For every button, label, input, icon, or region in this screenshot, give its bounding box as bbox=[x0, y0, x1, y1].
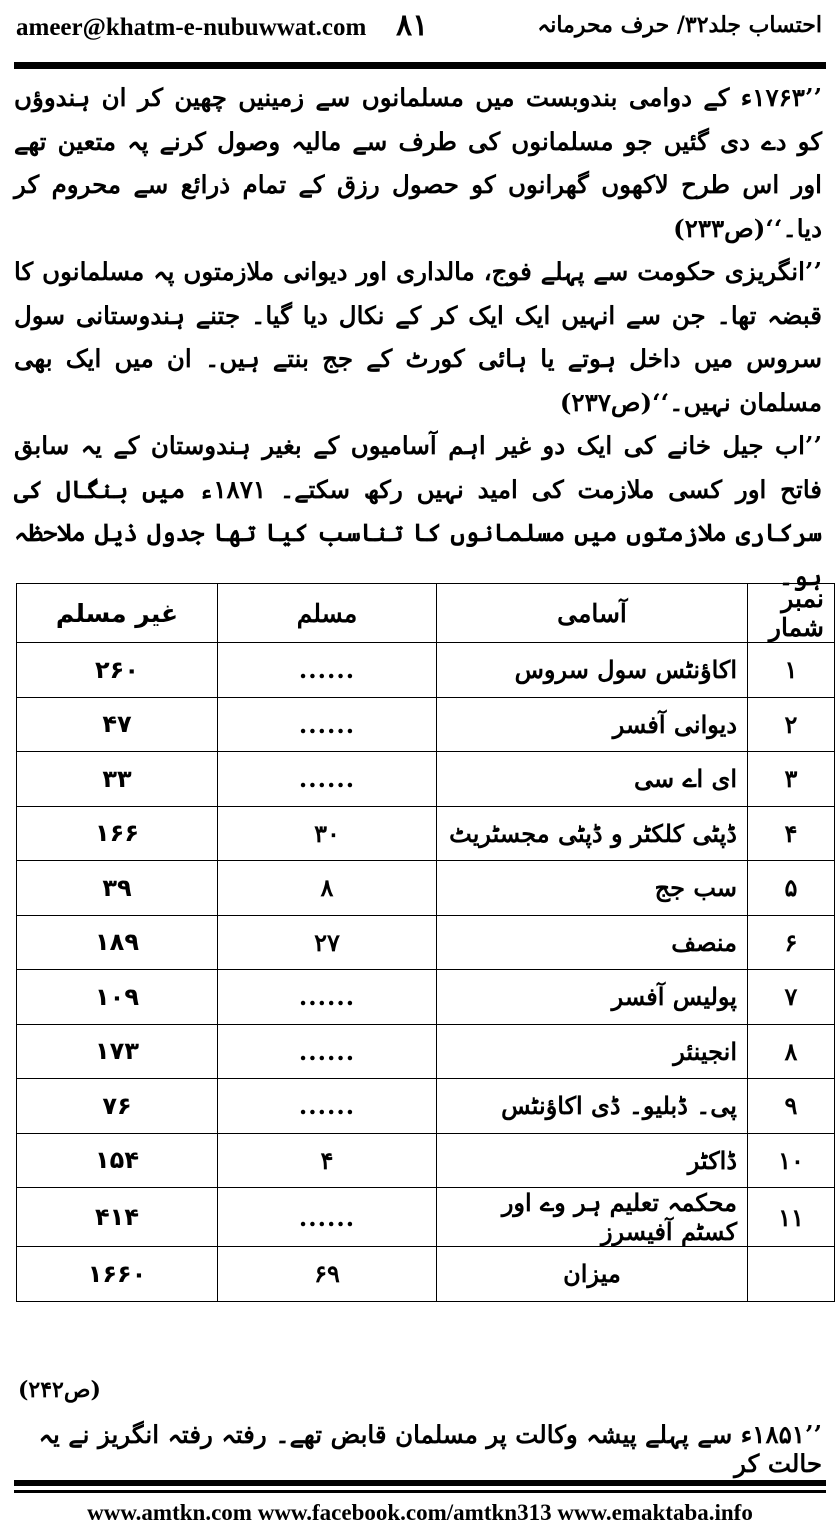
row-post: پولیس آفسر bbox=[437, 970, 748, 1025]
row-muslim-count: ۳۰ bbox=[218, 806, 437, 861]
row-serial: ۴ bbox=[748, 806, 835, 861]
row-serial: ۵ bbox=[748, 861, 835, 916]
table-row bbox=[17, 1188, 835, 1247]
row-muslim-count: ...... bbox=[218, 697, 437, 752]
paragraph-1: ’’۱۷۶۳ء کے دوامی بندوبست میں مسلمانوں سے زمینیں چھین کر ان ہندوؤں کو دے دی گئیں جو مسلمانوں کی طرف سے مالیہ وصول کرنے پہ متعین تھے اور اس طرح لاکھوں گھرانوں کو حصول رزق کے تمام ذرائع سے محروم کر دیا۔‘‘(ص۲۳۳) bbox=[14, 83, 822, 243]
footer-rule-thin bbox=[14, 1490, 826, 1493]
row-muslim-count: ...... bbox=[218, 1079, 437, 1134]
table-row bbox=[17, 1079, 835, 1134]
table-row bbox=[17, 697, 835, 752]
table-row bbox=[17, 915, 835, 970]
table-row bbox=[17, 970, 835, 1025]
paragraph-2: ’’انگریزی حکومت سے پہلے فوج، مالداری اور دیوانی ملازمتوں پہ مسلمانوں کا قبضہ تھا۔ جن سے انہیں ایک ایک کر کے نکال دیا گیا۔ جتنے ہندوستانی سول سروس میں داخل ہوتے یا ہائی کورٹ کے جج بنتے ہیں۔ ان میں ایک بھی مسلمان نہیں۔‘‘(ص۲۳۷) bbox=[14, 257, 822, 417]
row-muslim-count: ۲۷ bbox=[218, 915, 437, 970]
total-label: میزان bbox=[437, 1247, 748, 1302]
row-post: انجینئر bbox=[437, 1024, 748, 1079]
row-serial: ۲ bbox=[748, 697, 835, 752]
row-non-muslim-count: ۴۷ bbox=[17, 697, 218, 752]
row-non-muslim-count: ۳۳ bbox=[17, 752, 218, 807]
row-non-muslim-count: ۱۰۹ bbox=[17, 970, 218, 1025]
row-non-muslim-count: ۴۱۴ bbox=[17, 1188, 218, 1247]
total-non-muslim: ۱۶۶۰ bbox=[17, 1247, 218, 1302]
row-serial: ۸ bbox=[748, 1024, 835, 1079]
row-serial: ۶ bbox=[748, 915, 835, 970]
page-reference: (ص۲۴۲) bbox=[18, 1377, 101, 1403]
row-muslim-count: ...... bbox=[218, 752, 437, 807]
row-post: محکمہ تعلیم ہر وے اور کسٹم آفیسرز bbox=[437, 1188, 748, 1247]
table-row bbox=[17, 752, 835, 807]
row-serial: ۱ bbox=[748, 643, 835, 698]
row-non-muslim-count: ۱۷۳ bbox=[17, 1024, 218, 1079]
row-serial: ۹ bbox=[748, 1079, 835, 1134]
paragraph-3: ’’اب جیل خانے کی ایک دو غیر اہم آسامیوں کے بغیر ہندوستان کے یہ سابق فاتح اور کسی ملازمت کی امید نہیں رکھ سکتے۔ ۱۸۷۱ء میں بنگال کی سرکاری ملازمتوں میں مسلمانوں کا تناسب کیا تھا جدول ذیل ملاحظہ ہو۔ bbox=[14, 431, 822, 591]
header-rule bbox=[14, 62, 826, 69]
header-serial: نمبر شمار bbox=[748, 584, 835, 643]
page-number: ۸۱ bbox=[396, 8, 429, 43]
row-post: ڈاکٹر bbox=[437, 1133, 748, 1188]
row-non-muslim-count: ۷۶ bbox=[17, 1079, 218, 1134]
row-post: ای اے سی bbox=[437, 752, 748, 807]
row-post: دیوانی آفسر bbox=[437, 697, 748, 752]
row-post: منصف bbox=[437, 915, 748, 970]
table-row bbox=[17, 1133, 835, 1188]
table-row bbox=[17, 861, 835, 916]
row-serial: ۱۰ bbox=[748, 1133, 835, 1188]
row-non-muslim-count: ۱۵۴ bbox=[17, 1133, 218, 1188]
header-non-muslim: غیر مسلم bbox=[17, 584, 218, 643]
header-email: ameer@khatm-e-nubuwwat.com bbox=[16, 14, 367, 41]
total-muslim: ۶۹ bbox=[218, 1247, 437, 1302]
row-serial: ۳ bbox=[748, 752, 835, 807]
row-post: ڈپٹی کلکٹر و ڈپٹی مجسٹریٹ bbox=[437, 806, 748, 861]
row-non-muslim-count: ۲۶۰ bbox=[17, 643, 218, 698]
employment-table bbox=[16, 583, 835, 1302]
row-muslim-count: ۸ bbox=[218, 861, 437, 916]
table-total-row bbox=[17, 1247, 835, 1302]
book-title: احتساب جلد۳۲/ حرف محرمانہ bbox=[537, 12, 822, 38]
row-muslim-count: ...... bbox=[218, 1188, 437, 1247]
row-non-muslim-count: ۳۹ bbox=[17, 861, 218, 916]
row-muslim-count: ...... bbox=[218, 1024, 437, 1079]
header-muslim: مسلم bbox=[218, 584, 437, 643]
row-muslim-count: ...... bbox=[218, 643, 437, 698]
row-non-muslim-count: ۱۸۹ bbox=[17, 915, 218, 970]
table-row bbox=[17, 1024, 835, 1079]
row-post: اکاؤنٹس سول سروس bbox=[437, 643, 748, 698]
table-header-row bbox=[17, 584, 835, 643]
row-muslim-count: ...... bbox=[218, 970, 437, 1025]
continuing-paragraph: ’’۱۸۵۱ء سے پہلے پیشہ وکالت پر مسلمان قابض تھے۔ رفتہ رفتہ انگریز نے یہ حالت کر bbox=[38, 1420, 822, 1478]
body-text bbox=[14, 76, 822, 598]
table-row bbox=[17, 806, 835, 861]
footer-rule-thick bbox=[14, 1480, 826, 1486]
row-post: سب جج bbox=[437, 861, 748, 916]
header-post: آسامی bbox=[437, 584, 748, 643]
total-serial-empty bbox=[748, 1247, 835, 1302]
row-non-muslim-count: ۱۶۶ bbox=[17, 806, 218, 861]
row-post: پی۔ ڈبلیو۔ ڈی اکاؤنٹس bbox=[437, 1079, 748, 1134]
row-serial: ۷ bbox=[748, 970, 835, 1025]
row-muslim-count: ۴ bbox=[218, 1133, 437, 1188]
page-header bbox=[0, 0, 840, 60]
row-serial: ۱۱ bbox=[748, 1188, 835, 1247]
table-row bbox=[17, 643, 835, 698]
footer-links: www.amtkn.com www.facebook.com/amtkn313 www.emaktaba.info bbox=[87, 1500, 753, 1525]
